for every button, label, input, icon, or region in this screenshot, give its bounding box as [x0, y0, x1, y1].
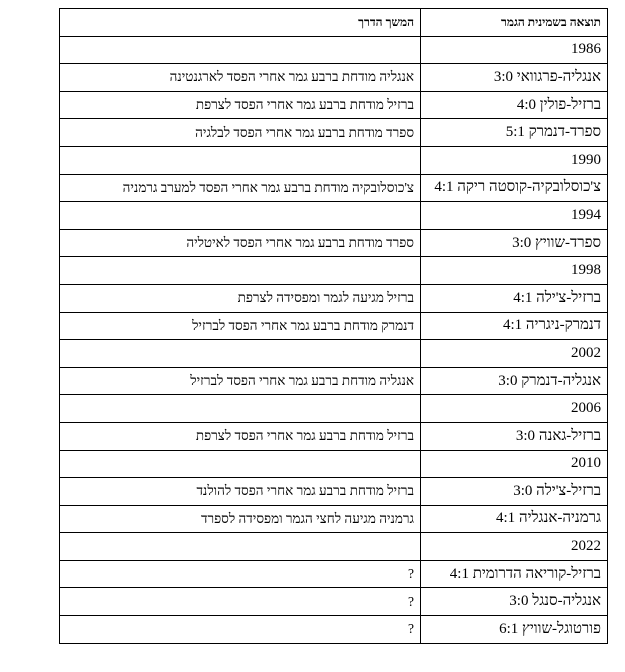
table-row — [60, 505, 608, 533]
result-cell: גרמניה-אנגליה 4:1 — [421, 505, 608, 533]
continuation-cell: ברזיל מודחת ברבע גמר אחרי הפסד לצרפת — [60, 422, 421, 450]
result-cell: ברזיל-צ'ילה 4:1 — [421, 284, 608, 312]
continuation-cell: גרמניה מגיעה לחצי הגמר ומפסידה לספרד — [60, 505, 421, 533]
continuation-cell — [60, 36, 421, 64]
continuation-cell: ספרד מודחת ברבע גמר אחרי הפסד לאיטליה — [60, 229, 421, 257]
continuation-cell — [60, 450, 421, 478]
year-cell: 1990 — [421, 146, 608, 174]
year-cell: 2022 — [421, 533, 608, 561]
continuation-cell: ? — [60, 588, 421, 616]
year-row — [60, 36, 608, 64]
table-row — [60, 422, 608, 450]
table-row — [60, 91, 608, 119]
year-row — [60, 395, 608, 423]
table-row — [60, 588, 608, 616]
result-cell: צ'כוסלובקיה-קוסטה ריקה 4:1 — [421, 174, 608, 202]
result-cell: אנגליה-דנמרק 3:0 — [421, 367, 608, 395]
year-cell: 1986 — [421, 36, 608, 64]
year-cell: 1994 — [421, 202, 608, 230]
year-cell: 1998 — [421, 257, 608, 285]
year-row — [60, 257, 608, 285]
year-row — [60, 450, 608, 478]
continuation-cell: ברזיל מודחת ברבע גמר אחרי הפסד לצרפת — [60, 91, 421, 119]
year-row — [60, 533, 608, 561]
continuation-cell: ? — [60, 560, 421, 588]
continuation-cell: ברזיל מודחת ברבע גמר אחרי הפסד להולנד — [60, 478, 421, 506]
year-cell: 2010 — [421, 450, 608, 478]
table-row — [60, 560, 608, 588]
table-row — [60, 478, 608, 506]
header-continuation: המשך הדרך — [60, 9, 421, 37]
continuation-cell: אנגליה מודחת ברבע גמר אחרי הפסד לברזיל — [60, 367, 421, 395]
continuation-cell: אנגליה מודחת ברבע גמר אחרי הפסד לארגנטינה — [60, 64, 421, 92]
result-cell: ברזיל-קוריאה הדרומית 4:1 — [421, 560, 608, 588]
year-cell: 2006 — [421, 395, 608, 423]
table-row — [60, 367, 608, 395]
results-table — [59, 8, 608, 644]
year-row — [60, 202, 608, 230]
continuation-cell: דנמרק מודחת ברבע גמר אחרי הפסד לברזיל — [60, 312, 421, 340]
result-cell: ספרד-שוויץ 3:0 — [421, 229, 608, 257]
result-cell: ברזיל-פולין 4:0 — [421, 91, 608, 119]
table-row — [60, 616, 608, 644]
header-row — [60, 9, 608, 37]
continuation-cell — [60, 395, 421, 423]
table-row — [60, 119, 608, 147]
continuation-cell: ברזיל מגיעה לגמר ומפסידה לצרפת — [60, 284, 421, 312]
table-row — [60, 229, 608, 257]
result-cell: ספרד-דנמרק 5:1 — [421, 119, 608, 147]
table-row — [60, 64, 608, 92]
continuation-cell: צ'כוסלובקיה מודחת ברבע גמר אחרי הפסד למערב גרמניה — [60, 174, 421, 202]
table-row — [60, 284, 608, 312]
continuation-cell — [60, 340, 421, 368]
continuation-cell — [60, 202, 421, 230]
table-row — [60, 174, 608, 202]
result-cell: פורטוגל-שוויץ 6:1 — [421, 616, 608, 644]
table-row — [60, 312, 608, 340]
result-cell: ברזיל-צ'ילה 3:0 — [421, 478, 608, 506]
result-cell: דנמרק-ניגריה 4:1 — [421, 312, 608, 340]
continuation-cell: ? — [60, 616, 421, 644]
year-cell: 2002 — [421, 340, 608, 368]
header-result: תוצאה בשמינית הגמר — [421, 9, 608, 37]
continuation-cell — [60, 257, 421, 285]
table-header — [60, 9, 608, 37]
table-body — [60, 36, 608, 643]
year-row — [60, 340, 608, 368]
continuation-cell — [60, 146, 421, 174]
continuation-cell: ספרד מודחת ברבע גמר אחרי הפסד לבלגיה — [60, 119, 421, 147]
result-cell: אנגליה-פרגוואי 3:0 — [421, 64, 608, 92]
result-cell: ברזיל-גאנה 3:0 — [421, 422, 608, 450]
year-row — [60, 146, 608, 174]
continuation-cell — [60, 533, 421, 561]
result-cell: אנגליה-סנגל 3:0 — [421, 588, 608, 616]
